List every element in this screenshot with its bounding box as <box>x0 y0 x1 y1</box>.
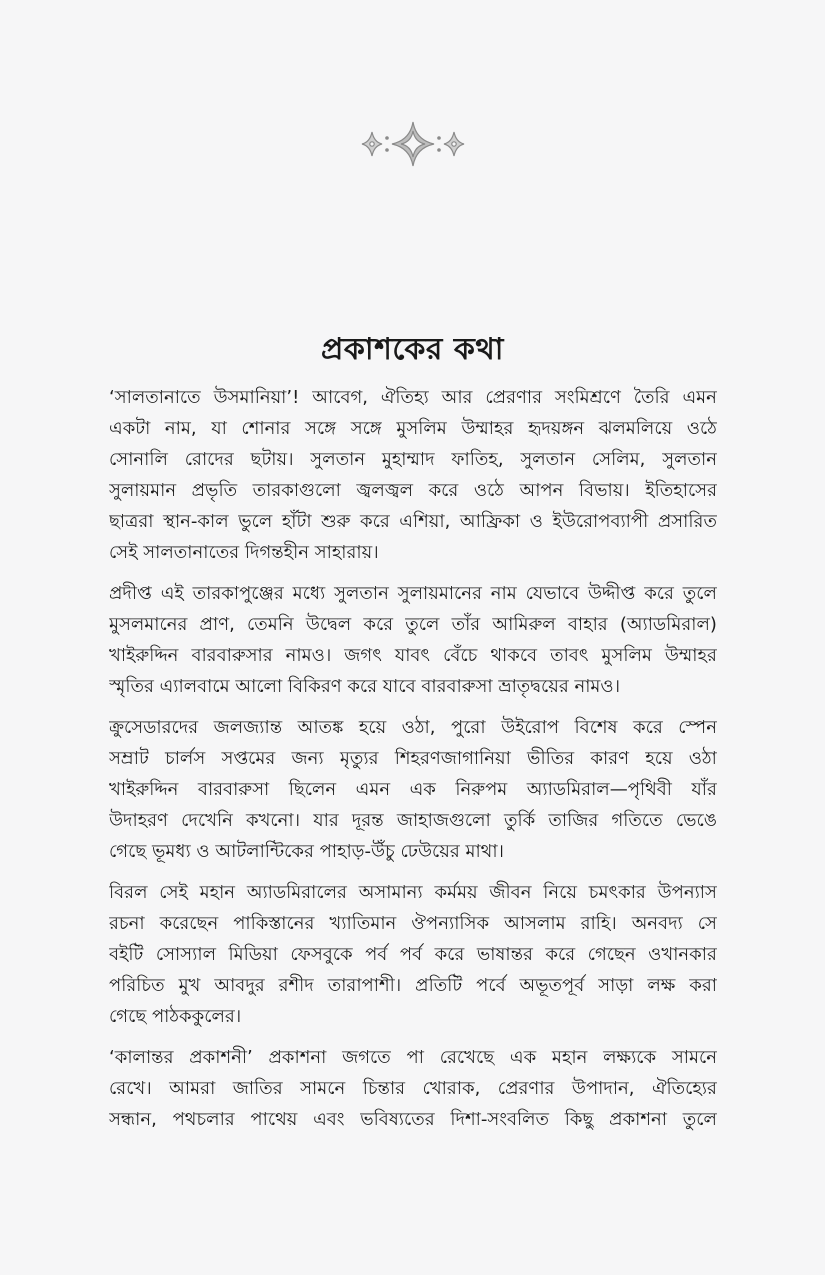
text-line: স্মৃতির এ্যালবামে আলো বিকিরণ করে যাবে বারবারুসা ভ্রাতৃদ্বয়ের নামও। <box>109 676 621 697</box>
text-line: সন্ধান, পথচলার পাথেয় এবং ভবিষ্যতের দিশা-সংবলিত কিছু প্রকাশনা তুলে <box>109 1109 717 1130</box>
text-line: গেছে ভূমধ্য ও আটলান্টিকের পাহাড়-উঁচু ঢেউয়ের মাথা। <box>109 841 504 862</box>
paragraph <box>109 1042 717 1135</box>
text-line: প্রদীপ্ত এই তারকাপুঞ্জের মধ্যে সুলতান সুলায়মানের নাম যেভাবে উদ্দীপ্ত করে তুলে <box>109 583 717 604</box>
text-line: সেই সালতানাতের দিগন্তহীন সাহারায়। <box>109 542 379 563</box>
text-line: ‘কালান্তর প্রকাশনী’ প্রকাশনা জগতে পা রেখেছে এক মহান লক্ষ্যকে সামনে <box>109 1047 717 1068</box>
text-line: সোনালি রোদের ছটায়। সুলতান মুহাম্মাদ ফাতিহ, সুলতান সেলিম, সুলতান <box>109 449 717 470</box>
text-line: রচনা করেছেন পাকিস্তানের খ্যাতিমান ঔপন্যাসিক আসলাম রাহি। অনবদ্য সে <box>109 913 717 934</box>
text-line: একটা নাম, যা শোনার সঙ্গে সঙ্গে মুসলিম উম্মাহর হৃদয়ঙ্গন ঝলমলিয়ে ওঠে <box>109 418 717 439</box>
text-line: ‘সালতানাতে উসমানিয়া’! আবেগ, ঐতিহ্য আর প্রেরণার সংমিশ্রণে তৈরি এমন <box>109 387 717 408</box>
body-text <box>109 382 717 1145</box>
text-line: সম্রাট চার্লস সপ্তমের জন্য মৃত্যুর শিহরণজাগানিয়া ভীতির কারণ হয়ে ওঠা <box>109 748 717 769</box>
text-line: গেছে পাঠককুলের। <box>109 1006 242 1027</box>
text-line: খাইরুদ্দিন বারবারুসার নামও। জগৎ যাবৎ বেঁচে থাকবে তাবৎ মুসলিম উম্মাহর <box>109 645 717 666</box>
sparkle-ornament-icon <box>358 118 468 170</box>
text-line: সুলায়মান প্রভৃতি তারকাগুলো জ্বলজ্বল করে ওঠে আপন বিভায়। ইতিহাসের <box>109 480 717 501</box>
text-line: রেখে। আমরা জাতির সামনে চিন্তার খোরাক, প্রেরণার উপাদান, ঐতিহ্যের <box>109 1078 717 1099</box>
text-line: বইটি সোস্যাল মিডিয়া ফেসবুকে পর্ব পর্ব করে ভাষান্তর করে গেছেন ওখানকার <box>109 944 717 965</box>
text-line: মুসলমানের প্রাণ, তেমনি উদ্বেল করে তুলে তাঁর আমিরুল বাহার (অ্যাডমিরাল) <box>109 614 717 635</box>
text-line: পরিচিত মুখ আবদুর রশীদ তারাপাশী। প্রতিটি পর্বে অভূতপূর্ব সাড়া লক্ষ করা <box>109 975 717 996</box>
paragraph <box>109 712 717 867</box>
paragraph <box>109 877 717 1032</box>
text-line: ক্রুসেডারদের জলজ্যান্ত আতঙ্ক হয়ে ওঠা, পুরো উইরোপ বিশেষ করে স্পেন <box>109 717 717 738</box>
paragraph <box>109 578 717 702</box>
text-line: ছাত্ররা স্থান-কাল ভুলে হাঁটা শুরু করে এশিয়া, আফ্রিকা ও ইউরোপব্যাপী প্রসারিত <box>109 511 717 532</box>
decorative-ornament <box>0 118 825 170</box>
page-title: প্রকাশকের কথা <box>321 332 504 368</box>
text-line: খাইরুদ্দিন বারবারুসা ছিলেন এমন এক নিরুপম অ্যাডমিরাল—পৃথিবী যাঁর <box>109 779 717 800</box>
text-line: উদাহরণ দেখেনি কখনো। যার দূরন্ত জাহাজগুলো তুর্কি তাজির গতিতে ভেঙে <box>109 810 717 831</box>
paragraph <box>109 382 717 568</box>
text-line: বিরল সেই মহান অ্যাডমিরালের অসামান্য কর্মময় জীবন নিয়ে চমৎকার উপন্যাস <box>109 882 717 903</box>
